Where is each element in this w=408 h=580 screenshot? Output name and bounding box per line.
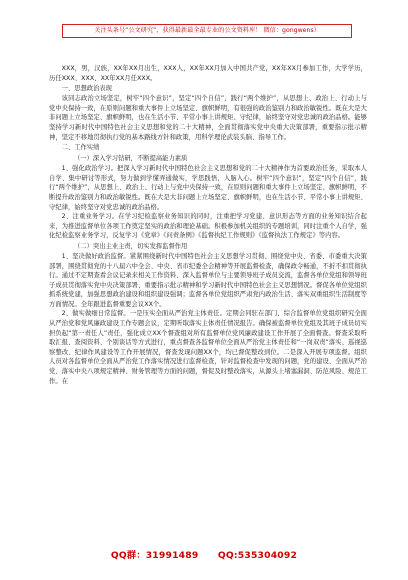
body-paragraph: 该同志政治立场坚定，树牢“四个意识”，坚定“四个自信”，践行“两个维护”，从思想上、政治上、行动上与党中央保持一致，在原则问题和重大事件上立场坚定、旗帜鲜明，有很强的政治鉴别力和政治敏锐性。既在大是大非问题上立场坚定、旗帜鲜明，也在生活小节、平常小事上讲规矩、守纪律，始终坚守对党忠诚的政治品格。能够坚持学习新时代中国特色社会主义思想和党的二十大精神，全面贯彻落实党中央重大决策部署，重要指示批示精神，坚定不移地贯彻执行党的基本路线方针和政策，用科学理论武装头脑、指导工作。: [49, 95, 367, 141]
section-heading: 一、思想政治表现: [61, 85, 112, 93]
section-heading: 二、工作实绩: [61, 144, 100, 152]
body-paragraph: XXX，男，汉族，XX年XX月出生，XXX人，XX年XX月加入中国共产党，XX年XX月参加工作，大学学历，历任XXX、XXX、XX年XX月任XXX。: [49, 65, 367, 82]
body-paragraph: 1、坚决做好政治监督。紧紧围绕新时代中国特色社会主义思想学习贯彻、围绕党中央、省委、市委重大决策部署，围绕贯彻党的十八届六中全会、中央、省市纪委全会精神等开展监督检查，确保政令畅通，不折不扣贯彻执行。通过不定期查看会议记录来相关工作资料、深入监督单位与主要领导班子成员交流，监督各单位党组和领导班子成员贯彻落实党中央决策部署、重要指示批示精神和学习新时代中国特色社会主义思想情况。督促各单位党组织抓系统党建，加强思想政治建设和组织建设强调；监督各单位党组织严肃党内政治生活、落实双重组织生活制度等方面情况。全年跟进监督重要会议XX个。: [49, 252, 367, 308]
subsection-heading: （一）深入学习钻研，不断提高能力素质: [74, 155, 188, 163]
document-body: [49, 64, 367, 386]
body-paragraph: 2、做实做细日常监督。一是压实全面从严治党主体责任。定期会同驻在部门、综合监督单位党组织研究全面从严治党和党风廉政建设工作专题会议，定期听取落实主体责任情况报告。确保被监督单位党组及其班子成员切实担负起“第一责任人”责任，强化成立XX个督查组对所有监督单位党风廉政建设工作开展了全面督查。督查采取听取汇报、查阅资料、个别谈话等方式进行，重点督查各监督单位全面从严治党主体责任和“一岗双责”落实、巡视巡察整改、纪律作风建设等工作开展情况，督查发现问题XX个，均已督促整改到位。二是深入开展专项监督。组织人员对各监督单位全面从严治党工作落实情况进行监督检查，针对监督检查中发现的问题，党的建设、全面从严治党、落实中央八项规定精神、财务管理等方面的问题，督促及时整改落实，从源头上堵塞漏洞、防范风险、规范工作。在: [49, 310, 367, 385]
footer-contact: [0, 547, 408, 561]
footer-qq: QQ:535304092: [217, 550, 298, 561]
footer-qq-group: QQ群：31991489: [110, 550, 199, 561]
header-banner: [62, 24, 352, 38]
header-banner-text: 关注头条号“公文研究”，获得最新最全最专业的公文资料库！ 微信：gongwens）: [94, 27, 320, 34]
body-paragraph: 1、强化政治学习。把深入学习新时代中国特色社会主义思想和党的二十大精神作为首要政治任务，采取本人自学、集中研讨等形式，努力做到学懂弄通做实，学思践悟，入脑入心。树牢“四个意识”，坚定“四个自信”，践行“两个维护”，从思想上、政治上、行动上与党中央保持一致，在原则问题和重大事件上立场坚定、旗帜鲜明，不断提升政治鉴别力和政治敏锐性。既在大是大非问题上立场坚定、旗帜鲜明，也在生活小节、平常小事上讲规矩、守纪律，始终坚守对党忠诚的政治品格。: [49, 165, 367, 211]
subsection-heading: （二）突出主业主责，切实发挥监督作用: [74, 242, 188, 250]
body-paragraph: 2、注重业务学习。在学习纪检监察业务知识的同时，注重把学习党建、意识形态等方面的业务知识结合起来，为推进监督单位各项工作奠定坚实的政治和理论基础。积极参加机关组织的专题培训，同时注重个人自学，强化纪检监察业务学习，反复学习《党章》《问责条例》《监督执纪工作规则》《监督执法工作规定》等内容。: [49, 213, 367, 240]
